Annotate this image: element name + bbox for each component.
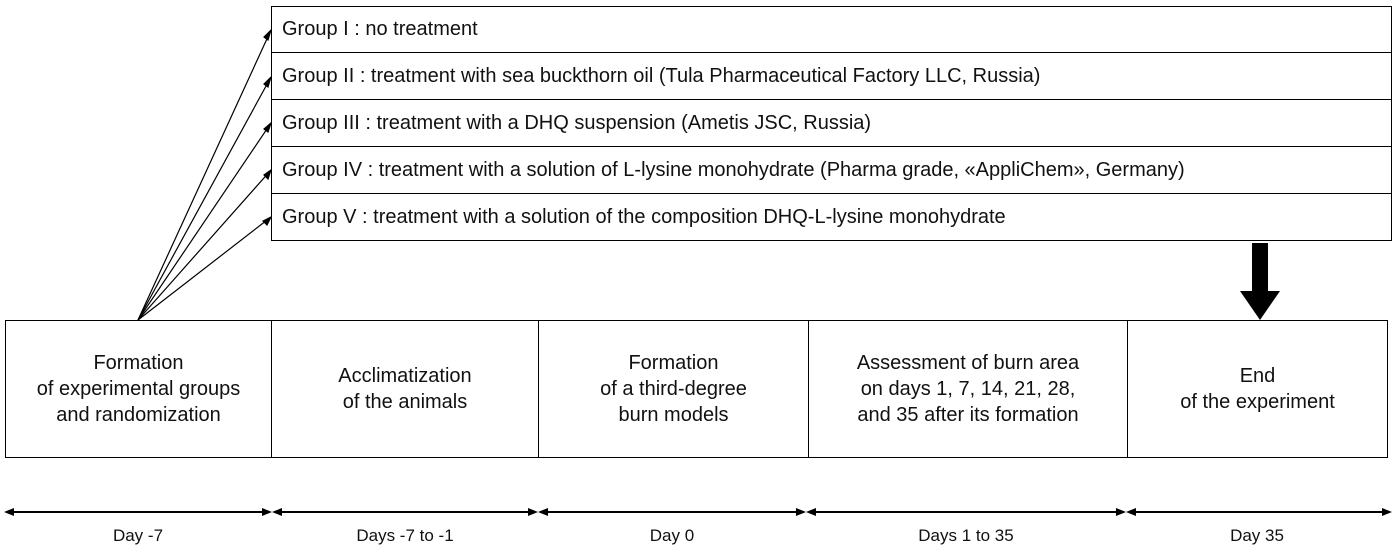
stage-box-2	[271, 320, 539, 458]
arrowhead-right-4	[1116, 508, 1126, 516]
day-label-4: Days 1 to 35	[918, 526, 1014, 545]
group-label-2: Group II : treatment with sea buckthorn oil (Tula Pharmaceutical Factory LLC, Russia)	[282, 64, 1041, 87]
stage-box-4	[808, 320, 1128, 458]
down-arrow-head	[1240, 291, 1280, 320]
arrowhead-right-1	[262, 508, 272, 516]
day-label-5: Day 35	[1230, 526, 1284, 545]
end-down-arrow	[1240, 243, 1280, 320]
stage-box-1	[5, 320, 272, 458]
arrowhead-group-5	[263, 217, 271, 225]
stage-label-3: Formation of a third-degree burn models	[600, 352, 747, 426]
group-label-4: Group IV : treatment with a solution of L-lysine monohydrate (Pharma grade, «AppliChem», Germany)	[282, 158, 1185, 181]
arrowhead-left-5	[1126, 508, 1136, 516]
connector-line-group-5	[138, 217, 271, 320]
arrowhead-left-4	[806, 508, 816, 516]
connector-line-group-3	[138, 123, 271, 320]
group-box-1	[271, 6, 1392, 53]
arrowhead-group-4	[264, 170, 271, 179]
connector-line-group-2	[138, 77, 271, 320]
stage-box-3	[538, 320, 809, 458]
arrowhead-left-2	[272, 508, 282, 516]
down-arrow-shaft	[1252, 243, 1268, 291]
stage-box-5	[1127, 320, 1388, 458]
arrowhead-right-5	[1382, 508, 1392, 516]
arrowhead-group-2	[264, 77, 271, 87]
stage-label-1: Formation of experimental groups and randomization	[36, 352, 241, 426]
group-connector-lines	[138, 30, 271, 320]
group-box-2	[271, 52, 1392, 100]
arrowhead-right-2	[528, 508, 538, 516]
group-label-5: Group V : treatment with a solution of the composition DHQ-L-lysine monohydrate	[282, 205, 1006, 228]
arrowhead-right-3	[796, 508, 806, 516]
timeline-arrows	[4, 508, 1392, 516]
day-label-3: Day 0	[649, 526, 695, 545]
arrowhead-left-3	[538, 508, 548, 516]
arrowhead-left-1	[4, 508, 14, 516]
day-label-2: Days -7 to -1	[356, 526, 454, 545]
group-box-4	[271, 146, 1392, 194]
arrowhead-group-3	[264, 123, 271, 132]
arrowhead-group-1	[264, 30, 271, 40]
stage-label-5: End of the experiment	[1180, 365, 1335, 413]
group-box-3	[271, 99, 1392, 147]
stage-label-2: Acclimatization of the animals	[338, 365, 472, 413]
group-box-5	[271, 193, 1392, 241]
stage-label-4: Assessment of burn area on days 1, 7, 14, 21, 28, and 35 after its formation	[856, 352, 1080, 426]
group-label-1: Group I : no treatment	[282, 18, 478, 40]
connector-line-group-1	[138, 30, 271, 320]
group-label-3: Group III : treatment with a DHQ suspension (Ametis JSC, Russia)	[282, 111, 872, 134]
connector-line-group-4	[138, 170, 271, 320]
day-label-1: Day -7	[112, 526, 164, 545]
